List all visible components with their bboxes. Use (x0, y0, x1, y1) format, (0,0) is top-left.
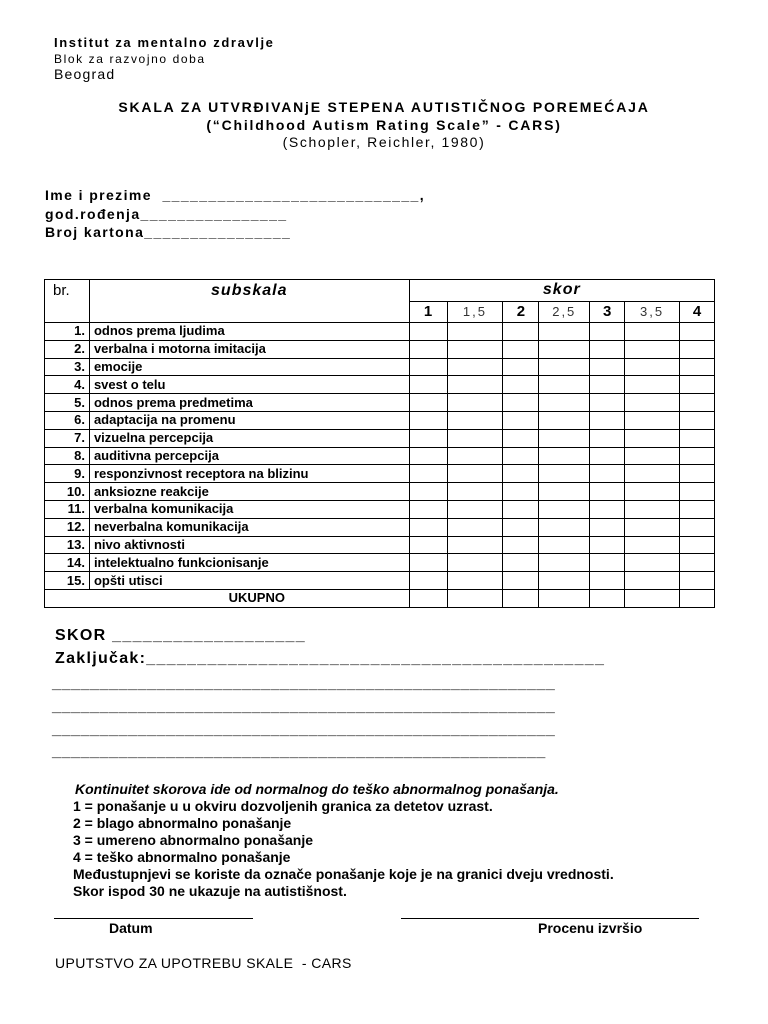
subscale-name: anksiozne reakcije (89, 483, 409, 501)
evaluator-signature-line[interactable] (401, 918, 699, 919)
score-cell[interactable] (503, 483, 539, 501)
score-cell[interactable] (503, 536, 539, 554)
score-cell[interactable] (447, 483, 503, 501)
score-cell[interactable] (447, 518, 503, 536)
institute-name: Institut za mentalno zdravlje (54, 35, 275, 50)
score-header: 2 (503, 301, 539, 323)
score-cell[interactable] (539, 572, 590, 590)
column-header-subscale: subskala (89, 280, 409, 323)
score-cell[interactable] (539, 554, 590, 572)
score-cell[interactable] (447, 340, 503, 358)
table-row (45, 465, 715, 483)
score-cell[interactable] (503, 518, 539, 536)
score-cell[interactable] (625, 376, 680, 394)
score-cell[interactable] (409, 358, 447, 376)
score-cell[interactable] (625, 358, 680, 376)
evaluator-label: Procenu izvršio (538, 920, 643, 936)
score-cell[interactable] (447, 376, 503, 394)
score-cell[interactable] (409, 411, 447, 429)
score-cell[interactable] (503, 500, 539, 518)
notes-item: Skor ispod 30 ne ukazuje na autistišnost. (73, 883, 347, 899)
score-cell[interactable] (503, 358, 539, 376)
score-cell[interactable] (447, 572, 503, 590)
total-score-cell[interactable] (625, 589, 680, 607)
score-cell[interactable] (503, 554, 539, 572)
notes-item: 4 = teško abnormalno ponašanje (73, 849, 291, 865)
subscale-name: odnos prema ljudima (89, 323, 409, 341)
score-cell[interactable] (680, 483, 715, 501)
score-cell[interactable] (447, 447, 503, 465)
row-number: 1. (45, 323, 90, 341)
score-cell[interactable] (503, 323, 539, 341)
score-cell[interactable] (590, 500, 625, 518)
score-cell[interactable] (625, 500, 680, 518)
score-cell[interactable] (409, 536, 447, 554)
score-cell[interactable] (625, 323, 680, 341)
table-row (45, 536, 715, 554)
table-row (45, 340, 715, 358)
date-label: Datum (109, 920, 153, 936)
score-cell[interactable] (539, 411, 590, 429)
rating-table (44, 279, 715, 608)
score-cell[interactable] (503, 340, 539, 358)
score-cell[interactable] (590, 447, 625, 465)
score-cell[interactable] (409, 447, 447, 465)
document-citation: (Schopler, Reichler, 1980) (282, 134, 486, 150)
score-header: 2,5 (539, 301, 590, 323)
row-number: 8. (45, 447, 90, 465)
score-cell[interactable] (625, 483, 680, 501)
row-number: 14. (45, 554, 90, 572)
score-cell[interactable] (590, 554, 625, 572)
date-signature-line[interactable] (54, 918, 253, 919)
score-cell[interactable] (539, 536, 590, 554)
table-row (45, 376, 715, 394)
score-cell[interactable] (409, 500, 447, 518)
subscale-name: svest o telu (89, 376, 409, 394)
score-cell[interactable] (680, 394, 715, 412)
score-cell[interactable] (590, 323, 625, 341)
total-label: UKUPNO (45, 589, 410, 607)
department-name: Blok za razvojno doba (54, 52, 206, 66)
score-cell[interactable] (539, 518, 590, 536)
subscale-name: adaptacija na promenu (89, 411, 409, 429)
score-header: 3,5 (625, 301, 680, 323)
score-cell[interactable] (625, 429, 680, 447)
row-number: 10. (45, 483, 90, 501)
document-subtitle: (“Childhood Autism Rating Scale” - CARS) (206, 117, 562, 133)
score-cell[interactable] (680, 572, 715, 590)
score-cell[interactable] (590, 411, 625, 429)
subscale-name: vizuelna percepcija (89, 429, 409, 447)
subscale-name: intelektualno funkcionisanje (89, 554, 409, 572)
score-cell[interactable] (625, 340, 680, 358)
total-score-cell[interactable] (680, 589, 715, 607)
score-cell[interactable] (680, 358, 715, 376)
subscale-name: opšti utisci (89, 572, 409, 590)
score-cell[interactable] (447, 411, 503, 429)
subscale-name: verbalna i motorna imitacija (89, 340, 409, 358)
score-cell[interactable] (503, 447, 539, 465)
subscale-name: emocije (89, 358, 409, 376)
column-header-number: br. (45, 280, 90, 323)
score-header: 3 (590, 301, 625, 323)
score-cell[interactable] (590, 358, 625, 376)
conclusion-label: Zaključak (55, 650, 140, 667)
score-cell[interactable] (539, 483, 590, 501)
score-field[interactable]: SKOR ___________________ (55, 627, 306, 644)
score-cell[interactable] (447, 536, 503, 554)
score-cell[interactable] (503, 394, 539, 412)
score-cell[interactable] (447, 500, 503, 518)
table-row (45, 500, 715, 518)
total-score-cell[interactable] (503, 589, 539, 607)
score-cell[interactable] (503, 429, 539, 447)
score-cell[interactable] (539, 447, 590, 465)
table-row (45, 429, 715, 447)
score-cell[interactable] (539, 358, 590, 376)
notes-item: Međustupnjevi se koriste da označe ponašanje koje je na granici dveju vrednosti. (73, 866, 614, 882)
score-cell[interactable] (590, 465, 625, 483)
score-cell[interactable] (590, 429, 625, 447)
score-cell[interactable] (409, 376, 447, 394)
row-number: 4. (45, 376, 90, 394)
score-cell[interactable] (590, 536, 625, 554)
score-cell[interactable] (447, 323, 503, 341)
score-cell[interactable] (625, 447, 680, 465)
total-score-cell[interactable] (447, 589, 503, 607)
conclusion-line[interactable]: ____________________________________________________ (52, 743, 546, 760)
score-cell[interactable] (539, 465, 590, 483)
score-cell[interactable] (539, 340, 590, 358)
score-cell[interactable] (409, 518, 447, 536)
score-cell[interactable] (447, 429, 503, 447)
score-cell[interactable] (680, 323, 715, 341)
subscale-name: responzivnost receptora na blizinu (89, 465, 409, 483)
table-row (45, 572, 715, 590)
score-cell[interactable] (680, 536, 715, 554)
total-score-cell[interactable] (539, 589, 590, 607)
chart-number-field[interactable]: Broj kartona________________ (45, 224, 292, 240)
subscale-name: verbalna komunikacija (89, 500, 409, 518)
score-cell[interactable] (590, 518, 625, 536)
table-row (45, 483, 715, 501)
score-cell[interactable] (680, 554, 715, 572)
total-score-cell[interactable] (409, 589, 447, 607)
table-row (45, 358, 715, 376)
score-cell[interactable] (409, 572, 447, 590)
score-cell[interactable] (680, 447, 715, 465)
subscale-name: neverbalna komunikacija (89, 518, 409, 536)
row-number: 12. (45, 518, 90, 536)
row-number: 7. (45, 429, 90, 447)
subscale-name: odnos prema predmetima (89, 394, 409, 412)
score-cell[interactable] (409, 554, 447, 572)
score-cell[interactable] (590, 394, 625, 412)
score-cell[interactable] (680, 429, 715, 447)
row-number: 5. (45, 394, 90, 412)
score-cell[interactable] (503, 572, 539, 590)
score-cell[interactable] (625, 518, 680, 536)
notes-intro: Kontinuitet skorova ide od normalnog do teško abnormalnog ponašanja. (75, 781, 559, 797)
conclusion-line[interactable]: _____________________________________________________ (52, 675, 556, 692)
score-cell[interactable] (625, 394, 680, 412)
row-number: 13. (45, 536, 90, 554)
score-cell[interactable] (625, 536, 680, 554)
row-number: 2. (45, 340, 90, 358)
score-header: 1 (409, 301, 447, 323)
score-header: 4 (680, 301, 715, 323)
score-cell[interactable] (447, 465, 503, 483)
notes-item: 2 = blago abnormalno ponašanje (73, 815, 292, 831)
score-cell[interactable] (539, 500, 590, 518)
score-cell[interactable] (539, 394, 590, 412)
score-cell[interactable] (625, 554, 680, 572)
score-cell[interactable] (539, 376, 590, 394)
score-cell[interactable] (680, 465, 715, 483)
score-cell[interactable] (409, 323, 447, 341)
row-number: 9. (45, 465, 90, 483)
score-cell[interactable] (409, 483, 447, 501)
document-title: SKALA ZA UTVRĐIVANjE STEPENA AUTISTIČNOG POREMEĆAJA (118, 99, 650, 115)
score-cell[interactable] (680, 518, 715, 536)
conclusion-line: :_____________________________________________ (139, 650, 606, 667)
score-header: 1,5 (447, 301, 503, 323)
score-cell[interactable] (409, 429, 447, 447)
score-cell[interactable] (680, 376, 715, 394)
name-field[interactable]: Ime i prezime ____________________________, (45, 187, 425, 203)
score-cell[interactable] (625, 572, 680, 590)
score-cell[interactable] (680, 340, 715, 358)
score-cell[interactable] (409, 394, 447, 412)
row-number: 3. (45, 358, 90, 376)
table-row (45, 518, 715, 536)
score-cell[interactable] (590, 376, 625, 394)
conclusion-line[interactable]: _____________________________________________________ (52, 721, 556, 738)
table-row (45, 554, 715, 572)
score-cell[interactable] (539, 429, 590, 447)
score-cell[interactable] (625, 411, 680, 429)
table-row (45, 394, 715, 412)
score-cell[interactable] (680, 500, 715, 518)
notes-item: 1 = ponašanje u u okviru dozvoljenih granica za detetov uzrast. (73, 798, 493, 814)
total-score-cell[interactable] (590, 589, 625, 607)
score-cell[interactable] (590, 483, 625, 501)
score-cell[interactable] (503, 411, 539, 429)
score-cell[interactable] (590, 572, 625, 590)
conclusion-line[interactable]: _____________________________________________________ (52, 698, 556, 715)
score-cell[interactable] (447, 394, 503, 412)
score-cell[interactable] (447, 358, 503, 376)
city-name: Beograd (54, 66, 116, 82)
birth-date-field[interactable]: god.rođenja________________ (45, 206, 288, 222)
score-cell[interactable] (503, 465, 539, 483)
notes-item: 3 = umereno abnormalno ponašanje (73, 832, 314, 848)
score-cell[interactable] (625, 465, 680, 483)
score-cell[interactable] (680, 411, 715, 429)
row-number: 6. (45, 411, 90, 429)
table-row (45, 323, 715, 341)
column-header-score: skor (409, 280, 714, 302)
table-row (45, 411, 715, 429)
score-cell[interactable] (409, 340, 447, 358)
row-number: 11. (45, 500, 90, 518)
table-row (45, 447, 715, 465)
score-cell[interactable] (590, 340, 625, 358)
score-cell[interactable] (447, 554, 503, 572)
subscale-name: auditivna percepcija (89, 447, 409, 465)
conclusion-field[interactable] (55, 650, 605, 668)
score-cell[interactable] (539, 323, 590, 341)
footer-heading: UPUTSTVO ZA UPOTREBU SKALE - CARS (55, 955, 352, 971)
score-cell[interactable] (503, 376, 539, 394)
row-number: 15. (45, 572, 90, 590)
score-cell[interactable] (409, 465, 447, 483)
subscale-name: nivo aktivnosti (89, 536, 409, 554)
